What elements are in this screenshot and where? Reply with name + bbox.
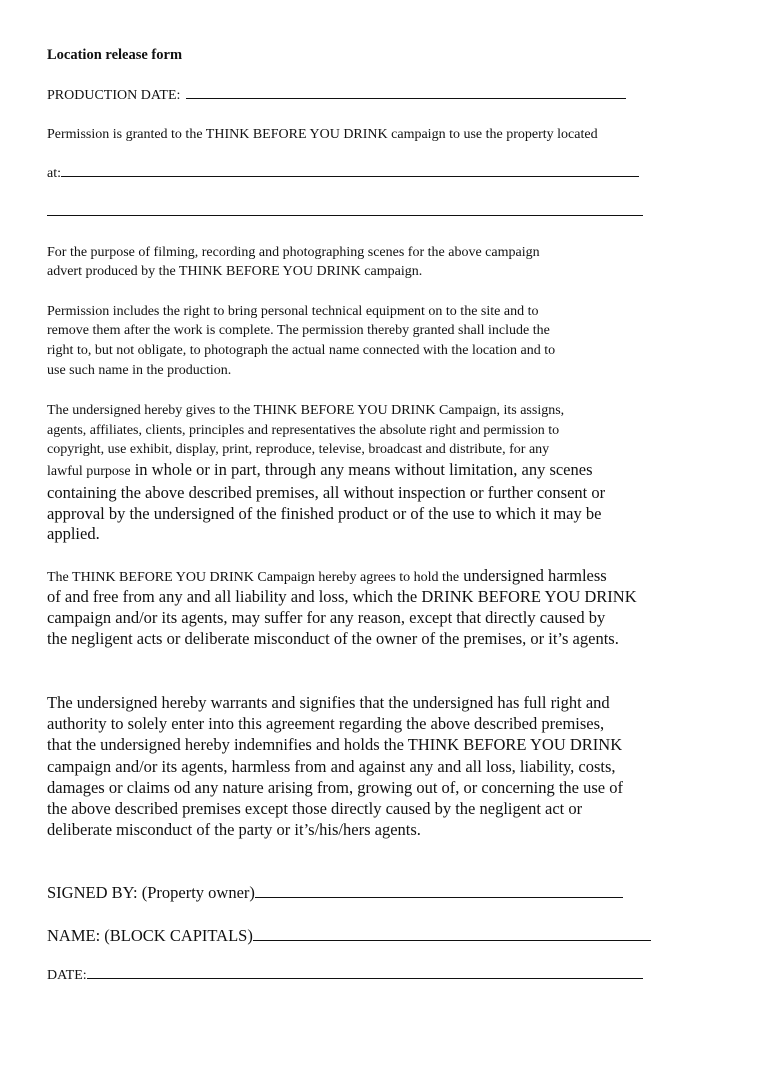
production-date-row — [47, 88, 626, 104]
address-row-1 — [47, 166, 639, 182]
permission-includes-line: Permission includes the right to bring personal technical equipment on to the site and to — [47, 304, 539, 319]
warrants-line: the above described premises except those directly caused by the negligent act or — [47, 799, 583, 818]
undersigned-gives-line: The undersigned hereby gives to the THINK BEFORE YOU DRINK Campaign, its assigns, — [47, 403, 565, 418]
purpose-line: For the purpose of filming, recording and photographing scenes for the above campaign — [47, 245, 540, 260]
undersigned-gives-line: approval by the undersigned of the finished product or of the use to which it may be — [47, 504, 602, 523]
campaign-agrees-line: of and free from any and all liability and loss, which the DRINK BEFORE YOU DRINK — [47, 587, 637, 606]
name-row — [47, 926, 651, 946]
address-field-1[interactable] — [61, 175, 639, 177]
date-row — [47, 968, 643, 984]
mixed-small-text: lawful purpose — [47, 464, 131, 479]
undersigned-gives-mixed-line — [47, 460, 593, 480]
campaign-agrees-line: the negligent acts or deliberate misconduct of the owner of the premises, or it’s agents. — [47, 629, 619, 648]
form-title: Location release form — [47, 47, 183, 63]
campaign-agrees-line: campaign and/or its agents, may suffer for any reason, except that directly caused by — [47, 608, 606, 627]
warrants-line: campaign and/or its agents, harmless from and against any and all loss, liability, costs, — [47, 757, 616, 776]
date-field[interactable] — [87, 977, 643, 979]
undersigned-gives-line: agents, affiliates, clients, principles and representatives the absolute right and permission to — [47, 423, 560, 438]
production-date-field[interactable] — [186, 97, 626, 99]
at-label: at: — [47, 166, 61, 181]
undersigned-gives-line: applied. — [47, 524, 100, 543]
signed-by-field[interactable] — [255, 896, 623, 898]
purpose-line: advert produced by the THINK BEFORE YOU DRINK campaign. — [47, 264, 423, 279]
mixed-large-text: in whole or in part, through any means without limitation, any scenes — [130, 460, 593, 479]
permission-includes-line: use such name in the production. — [47, 363, 232, 378]
warrants-line: The undersigned hereby warrants and signifies that the undersigned has full right and — [47, 693, 610, 712]
address-row-2 — [47, 205, 643, 221]
campaign-agrees-mixed-line — [47, 566, 607, 586]
signed-by-row — [47, 883, 623, 903]
undersigned-gives-line: containing the above described premises, all without inspection or further consent or — [47, 483, 606, 502]
signed-by-label: SIGNED BY: (Property owner) — [47, 883, 255, 902]
production-date-label: PRODUCTION DATE: — [47, 88, 181, 103]
mixed-large-text: undersigned harmless — [459, 566, 607, 585]
warrants-line: authority to solely enter into this agreement regarding the above described premises, — [47, 714, 605, 733]
date-label: DATE: — [47, 968, 87, 983]
name-label: NAME: (BLOCK CAPITALS) — [47, 926, 253, 945]
address-field-2[interactable] — [47, 214, 643, 216]
permission-includes-line: right to, but not obligate, to photograph the actual name connected with the location and to — [47, 343, 556, 358]
warrants-line: damages or claims od any nature arising from, growing out of, or concerning the use of — [47, 778, 623, 797]
warrants-line: deliberate misconduct of the party or it’s/his/hers agents. — [47, 820, 421, 839]
permission-line: Permission is granted to the THINK BEFORE YOU DRINK campaign to use the property located — [47, 127, 598, 142]
undersigned-gives-line: copyright, use exhibit, display, print, reproduce, televise, broadcast and distribute, for any — [47, 442, 550, 457]
mixed-small-text: The THINK BEFORE YOU DRINK Campaign hereby agrees to hold the — [47, 570, 460, 585]
warrants-line: that the undersigned hereby indemnifies and holds the THINK BEFORE YOU DRINK — [47, 735, 623, 754]
name-field[interactable] — [253, 939, 651, 941]
permission-includes-line: remove them after the work is complete. The permission thereby granted shall include the — [47, 323, 550, 338]
